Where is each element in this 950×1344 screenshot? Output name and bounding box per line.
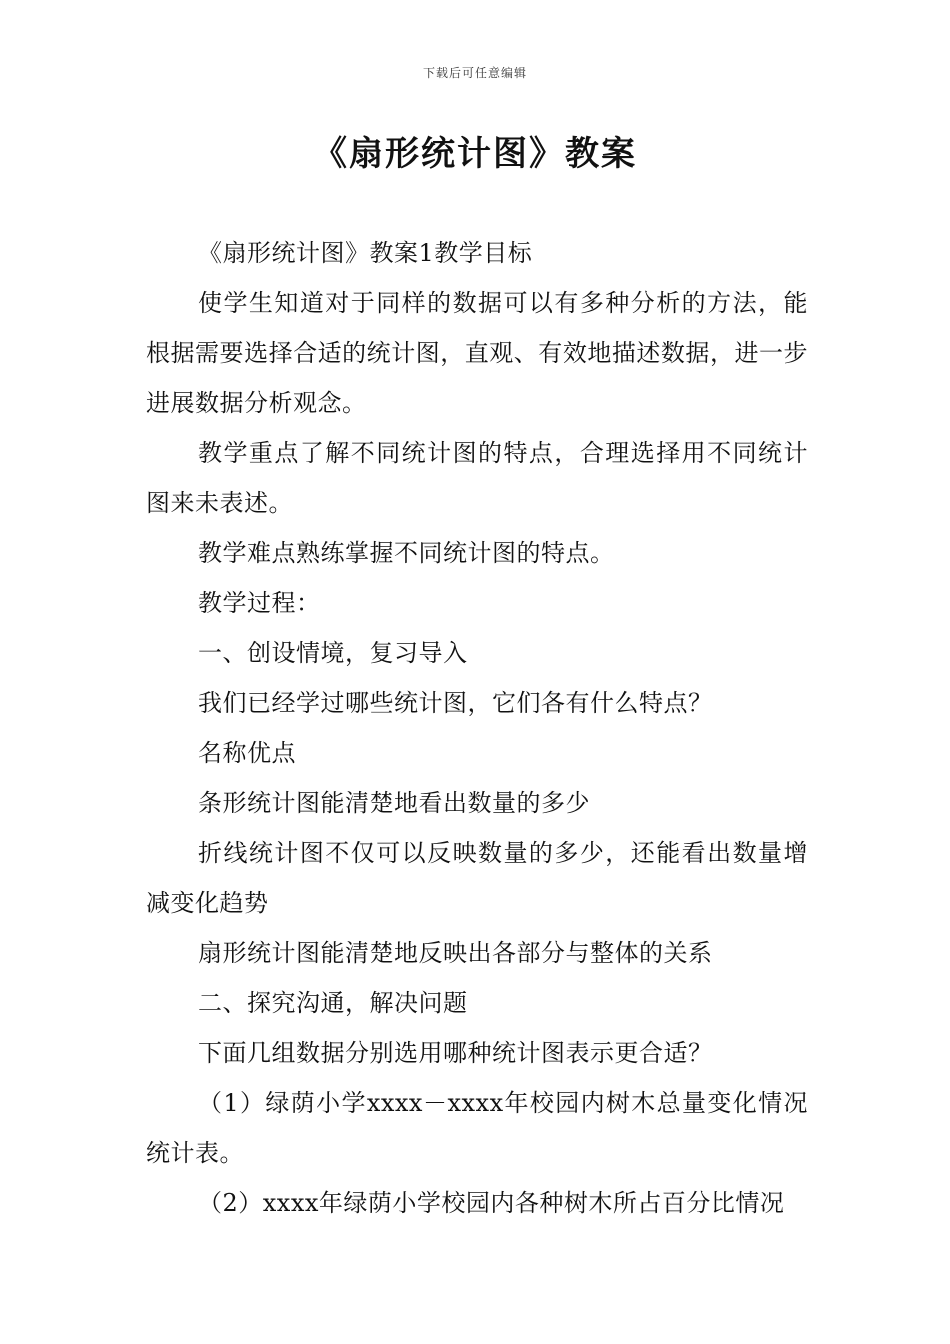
paragraph-question: 我们已经学过哪些统计图，它们各有什么特点？: [198, 689, 713, 717]
paragraph-teaching-goal: 使学生知道对于同样的数据可以有多种分析的方法，能根据需要选择合适的统计图，直观、有效地描述数据，进一步进展数据分析观念。: [146, 289, 808, 417]
paragraph-key-point: 教学重点了解不同统计图的特点，合理选择用不同统计图来未表述。: [146, 439, 808, 517]
paragraph-item-2: （2）xxxx年绿荫小学校园内各种树木所占百分比情况: [198, 1189, 785, 1217]
paragraph-difficulty: 教学难点熟练掌握不同统计图的特点。: [198, 539, 615, 567]
section-heading-2: 二、探究沟通，解决问题: [198, 989, 468, 1017]
document-title: 《扇形统计图》教案: [313, 134, 637, 174]
paragraph-item-1: （1）绿荫小学xxxx－xxxx年校园内树木总量变化情况统计表。: [146, 1089, 808, 1167]
page-header-note: 下载后可任意编辑: [422, 66, 527, 80]
paragraph-data-question: 下面几组数据分别选用哪种统计图表示更合适？: [198, 1039, 713, 1067]
document-body: [146, 228, 808, 1228]
section-heading-1: 一、创设情境，复习导入: [198, 639, 468, 667]
paragraph-process-heading: 教学过程：: [198, 589, 321, 617]
paragraph-pie-chart: 扇形统计图能清楚地反映出各部分与整体的关系: [198, 939, 713, 967]
paragraph-name-advantage: 名称优点: [198, 739, 296, 767]
paragraph-bar-chart: 条形统计图能清楚地看出数量的多少: [198, 789, 590, 817]
paragraph-line-chart: 折线统计图不仅可以反映数量的多少，还能看出数量增减变化趋势: [146, 839, 808, 917]
paragraph-teaching-goal-heading: 《扇形统计图》教案1教学目标: [198, 239, 533, 267]
